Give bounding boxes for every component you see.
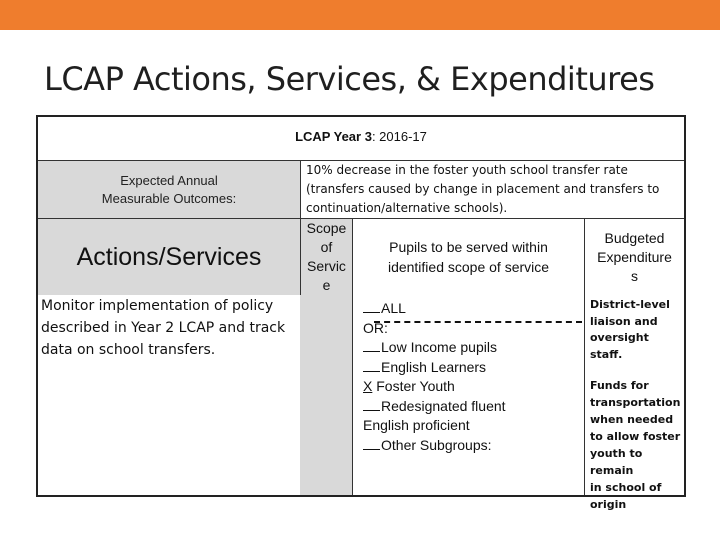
top-accent-bar	[0, 0, 720, 30]
year-header-row	[38, 117, 684, 161]
year-value: : 2016-17	[371, 129, 427, 144]
all-or-divider	[374, 321, 582, 323]
pupil-other-subgroups: Other Subgroups:	[363, 436, 584, 456]
pupil-all: ALL	[363, 299, 584, 319]
pupils-served-list	[352, 295, 584, 495]
scope-header-line: Servic	[307, 258, 346, 274]
scope-header-line: Scope	[306, 220, 347, 236]
scope-of-service-header	[300, 219, 352, 295]
lcap-table	[36, 115, 686, 511]
budget-line: to allow foster	[590, 430, 681, 443]
budget-line: when needed	[590, 413, 674, 426]
budgeted-expenditures-header	[584, 219, 684, 295]
budget-line: Funds for	[590, 379, 649, 392]
scope-header-line: e	[322, 277, 331, 293]
blank-line	[363, 300, 380, 313]
blank-line	[363, 339, 380, 352]
expected-label-line: Measurable Outcomes:	[101, 190, 237, 206]
expected-label-line: Expected Annual	[120, 172, 218, 188]
actions-services-header: Actions/Services	[38, 219, 300, 295]
budget-item-transportation	[590, 377, 684, 513]
budget-header-line: Budgeted	[604, 229, 665, 246]
foster-check-mark: X	[363, 378, 373, 394]
year-header	[38, 129, 684, 144]
expected-outcomes-label	[38, 161, 300, 219]
pupil-redesignated-cont: English proficient	[363, 417, 470, 433]
pupil-or: OR:	[363, 319, 388, 336]
scope-cell	[300, 295, 352, 495]
budget-line: transportation	[590, 396, 681, 409]
outcome-line: continuation/alternative schools).	[306, 201, 508, 215]
action-line: data on school transfers.	[41, 342, 216, 358]
pupil-redesignated: Redesignated fluent	[363, 397, 584, 417]
budget-line: liaison and	[590, 314, 658, 328]
budget-line: oversight staff.	[590, 331, 649, 361]
budget-line: origin	[590, 498, 627, 511]
pupil-english-learners: English Learners	[363, 358, 584, 378]
pupils-header-line: identified scope of service	[387, 259, 550, 275]
blank-line	[363, 437, 380, 450]
expected-outcome-text	[300, 161, 684, 219]
pupils-header-line: Pupils to be served within	[389, 239, 548, 255]
pupil-low-income: Low Income pupils	[363, 338, 584, 358]
pupil-foster-youth: X Foster Youth	[363, 378, 455, 394]
pupils-served-header	[352, 219, 584, 295]
budget-line: District-level	[590, 298, 670, 311]
blank-line	[363, 398, 380, 411]
outcome-line: (transfers caused by change in placement and transfers to	[306, 182, 660, 196]
budgeted-expenditures	[584, 295, 684, 511]
action-line: described in Year 2 LCAP and track	[41, 320, 286, 336]
blank-line	[363, 359, 380, 372]
year-label: LCAP Year 3	[295, 129, 372, 144]
budget-header-line: s	[631, 267, 638, 284]
outcome-line: 10% decrease in the foster youth school transfer rate	[306, 163, 628, 177]
budget-header-line: Expenditure	[597, 248, 672, 265]
scope-header-line: of	[320, 239, 333, 255]
budget-item-staff	[590, 297, 684, 363]
slide-title: LCAP Actions, Services, & Expenditures	[44, 60, 655, 98]
action-line: Monitor implementation of policy	[41, 298, 274, 314]
budget-line: youth to remain	[590, 447, 643, 477]
budget-line: in school of	[590, 481, 662, 494]
action-description	[41, 295, 300, 495]
